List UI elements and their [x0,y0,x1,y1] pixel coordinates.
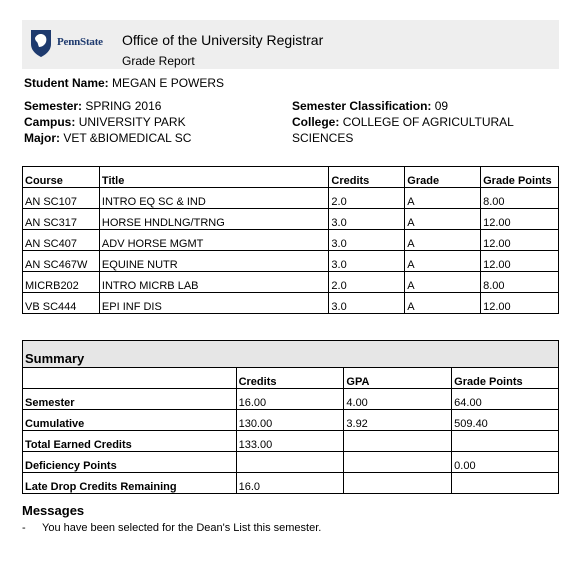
classification-label: Semester Classification: [292,99,432,113]
summary-col-label [23,368,237,389]
table-row [23,431,559,452]
summary-col-credits: Credits [236,368,344,389]
summary-grade-points [452,473,559,494]
course-code: MICRB202 [23,272,100,293]
campus-label: Campus: [24,115,76,129]
summary-gpa: 3.92 [344,410,452,431]
course-title: INTRO EQ SC & IND [99,188,328,209]
course-code: AN SC317 [23,209,100,230]
message-item [22,522,321,534]
course-credits: 2.0 [329,272,405,293]
campus-value: UNIVERSITY PARK [78,115,186,129]
summary-credits: 16.00 [236,389,344,410]
summary-title-row [23,341,559,368]
college-value-1: COLLEGE OF AGRICULTURAL [342,115,514,129]
messages-title: Messages [22,503,85,518]
course-grade: A [405,251,481,272]
report-title: Grade Report [122,54,195,68]
course-credits: 2.0 [329,188,405,209]
summary-row-label: Semester [23,389,237,410]
table-row [23,251,559,272]
course-title: EQUINE NUTR [99,251,328,272]
col-title: Title [99,167,328,188]
semester-line [24,98,284,114]
pennstate-logo [29,28,114,58]
col-credits: Credits [329,167,405,188]
message-bullet: - [22,522,26,534]
summary-credits: 16.0 [236,473,344,494]
course-grade: A [405,188,481,209]
classification-line [292,98,542,114]
summary-credits [236,452,344,473]
table-row [23,209,559,230]
semester-value: SPRING 2016 [85,99,162,113]
course-code: AN SC467W [23,251,100,272]
table-row [23,293,559,314]
course-credits: 3.0 [329,230,405,251]
student-name [24,76,224,90]
col-course: Course [23,167,100,188]
course-grade-points: 12.00 [481,251,559,272]
summary-grade-points [452,431,559,452]
college-label: College: [292,115,340,129]
course-grade-points: 12.00 [481,230,559,251]
classification-value: 09 [434,99,449,113]
course-title: EPI INF DIS [99,293,328,314]
summary-credits: 133.00 [236,431,344,452]
course-grade-points: 8.00 [481,188,559,209]
office-title: Office of the University Registrar [122,32,324,48]
summary-row-label: Cumulative [23,410,237,431]
course-grade: A [405,293,481,314]
semester-label: Semester: [24,99,83,113]
course-code: AN SC107 [23,188,100,209]
major-line [24,130,284,146]
table-row [23,410,559,431]
summary-grade-points: 509.40 [452,410,559,431]
info-right [292,98,542,146]
summary-grade-points: 64.00 [452,389,559,410]
summary-col-grade-points: Grade Points [452,368,559,389]
course-title: HORSE HNDLNG/TRNG [99,209,328,230]
summary-row-label: Deficiency Points [23,452,237,473]
course-grade-points: 12.00 [481,293,559,314]
table-row [23,452,559,473]
course-grade: A [405,272,481,293]
table-row [23,473,559,494]
student-name-value: MEGAN E POWERS [112,76,225,90]
course-credits: 3.0 [329,293,405,314]
course-code: VB SC444 [23,293,100,314]
summary-grade-points: 0.00 [452,452,559,473]
summary-row-label: Total Earned Credits [23,431,237,452]
college-value-2: SCIENCES [292,131,354,145]
nittany-lion-shield-icon [29,28,53,58]
summary-col-gpa: GPA [344,368,452,389]
message-text: You have been selected for the Dean's List this semester. [42,522,322,534]
course-code: AN SC407 [23,230,100,251]
table-row [23,272,559,293]
summary-gpa: 4.00 [344,389,452,410]
summary-table [22,340,559,494]
summary-header-row [23,368,559,389]
course-grade-points: 8.00 [481,272,559,293]
table-row [23,188,559,209]
course-grade: A [405,209,481,230]
major-label: Major: [24,131,60,145]
course-grade-points: 12.00 [481,209,559,230]
table-row [23,230,559,251]
summary-gpa [344,452,452,473]
campus-line [24,114,284,130]
col-grade: Grade [405,167,481,188]
summary-credits: 130.00 [236,410,344,431]
course-title: ADV HORSE MGMT [99,230,328,251]
course-grade: A [405,230,481,251]
student-name-label: Student Name: [24,76,109,90]
summary-title: Summary [23,341,559,368]
courses-table [22,166,559,314]
logo-wordmark: PennState [57,36,103,48]
course-credits: 3.0 [329,251,405,272]
summary-gpa [344,473,452,494]
courses-header-row [23,167,559,188]
major-value: VET &BIOMEDICAL SC [63,131,192,145]
col-grade-points: Grade Points [481,167,559,188]
summary-gpa [344,431,452,452]
summary-row-label: Late Drop Credits Remaining [23,473,237,494]
course-credits: 3.0 [329,209,405,230]
college-line [292,114,542,130]
course-title: INTRO MICRB LAB [99,272,328,293]
info-left [24,98,284,146]
table-row [23,389,559,410]
